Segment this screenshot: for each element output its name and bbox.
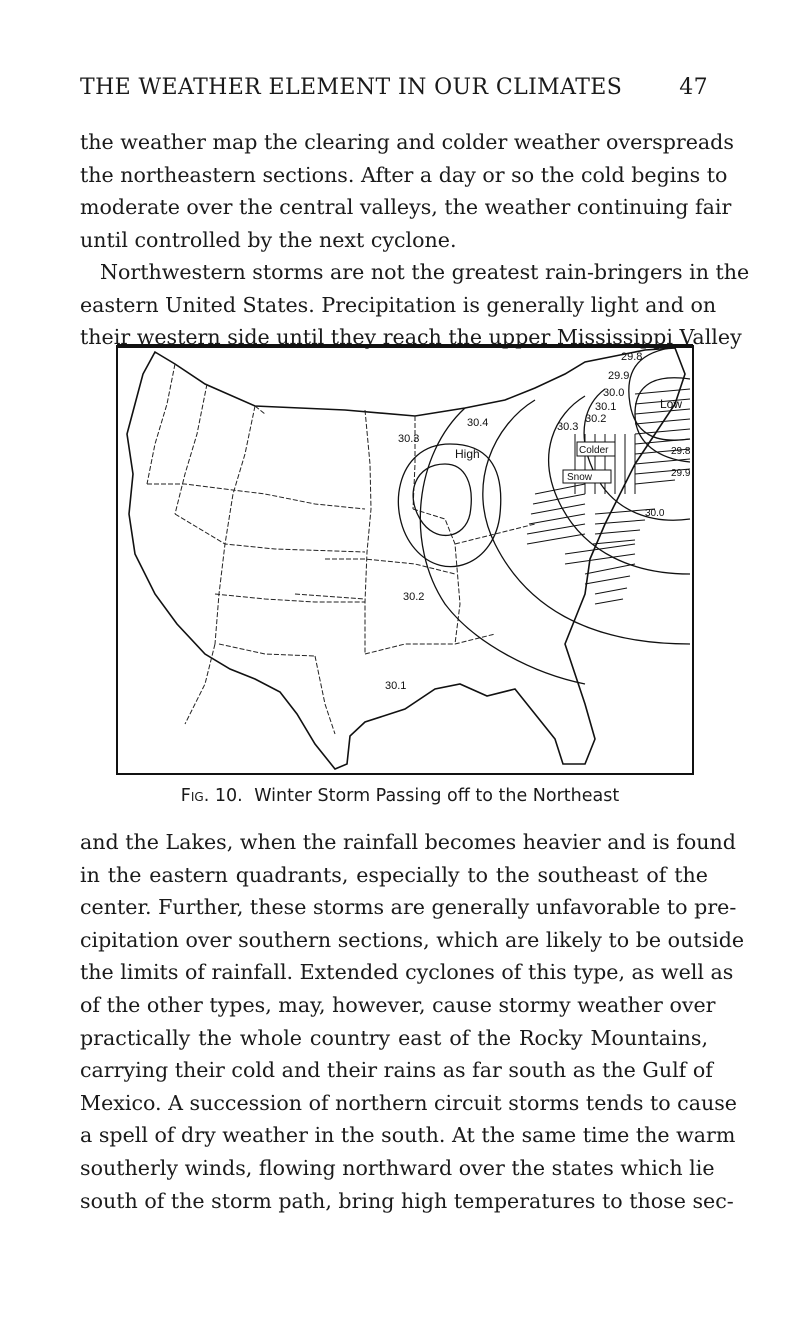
running-title: THE WEATHER ELEMENT IN OUR CLIMATES [80, 75, 623, 100]
text-line: the northeastern sections. After a day or so the cold begins to [80, 162, 728, 187]
paragraph-2 [80, 256, 750, 354]
text-line: center. Further, these storms are generally unfavorable to pre- [80, 895, 737, 920]
isobar-label-29-8: 29.8 [621, 351, 643, 363]
isobar-label-30-2: 30.2 [585, 413, 607, 425]
isobar-label-30-1: 30.1 [595, 401, 617, 413]
text-line: and the Lakes, when the rainfall becomes heavier and is found [80, 830, 736, 854]
isobar-label-right-30-0: 30.0 [645, 508, 665, 519]
isobar-label-right-29-9: 29.9 [671, 468, 691, 479]
text-line: of the other types, may, however, cause stormy weather over [80, 992, 716, 1017]
isobar-label-30-4: 30.4 [467, 417, 489, 429]
text-line: in the eastern quadrants, especially to the southeast of the [80, 862, 708, 887]
figure-number: Fig. 10. [180, 786, 243, 806]
text-line: Northwestern storms are not the greatest rain-bringers in the [100, 260, 750, 284]
text-line: cipitation over southern sections, which are likely to be outside [80, 927, 745, 952]
text-line: their western side until they reach the upper Mississippi Valley [80, 325, 742, 350]
page-number: 47 [679, 75, 708, 100]
weather-map-figure [115, 344, 695, 776]
text-line: south of the storm path, bring high temperatures to those sec- [80, 1188, 734, 1213]
weather-map [115, 344, 695, 776]
text-line: a spell of dry weather in the south. At the same time the warm [80, 1123, 736, 1148]
text-line: carrying their cold and their rains as far south as the Gulf of [80, 1058, 713, 1083]
isobar-label-south-30-1: 30.1 [385, 680, 407, 692]
precipitation-hatching [527, 389, 690, 604]
text-line: practically the whole country east of the Rocky Mountains, [80, 1025, 708, 1050]
isobar-label-center-30-2: 30.2 [403, 591, 425, 603]
colder-label: Colder [579, 445, 609, 456]
text-line: Mexico. A succession of northern circuit storms tends to cause [80, 1090, 737, 1115]
running-header [80, 75, 708, 100]
isobar-label-29-9: 29.9 [608, 370, 630, 382]
text-line: the limits of rainfall. Extended cyclones of this type, as well as [80, 960, 734, 985]
text-line: until controlled by the next cyclone. [80, 227, 457, 252]
isobar-label-right-29-8: 29.8 [671, 446, 691, 457]
text-line: eastern United States. Precipitation is generally light and on [80, 292, 717, 317]
high-label: High [455, 447, 480, 461]
snow-label: Snow [567, 472, 593, 483]
isobar-label-center-30-3: 30.3 [398, 433, 420, 445]
text-line: the weather map the clearing and colder weather overspreads [80, 130, 734, 154]
paragraph-1 [80, 126, 734, 256]
figure-caption [0, 786, 800, 806]
isobar-label-30-0: 30.0 [603, 387, 625, 399]
figure-caption-text: Winter Storm Passing off to the Northeast [254, 786, 620, 806]
low-label: Low [660, 397, 683, 411]
paragraph-3 [80, 826, 745, 1217]
isobar-label-30-3: 30.3 [557, 421, 579, 433]
text-line: southerly winds, flowing northward over the states which lie [80, 1155, 715, 1180]
text-line: moderate over the central valleys, the weather continuing fair [80, 195, 732, 220]
